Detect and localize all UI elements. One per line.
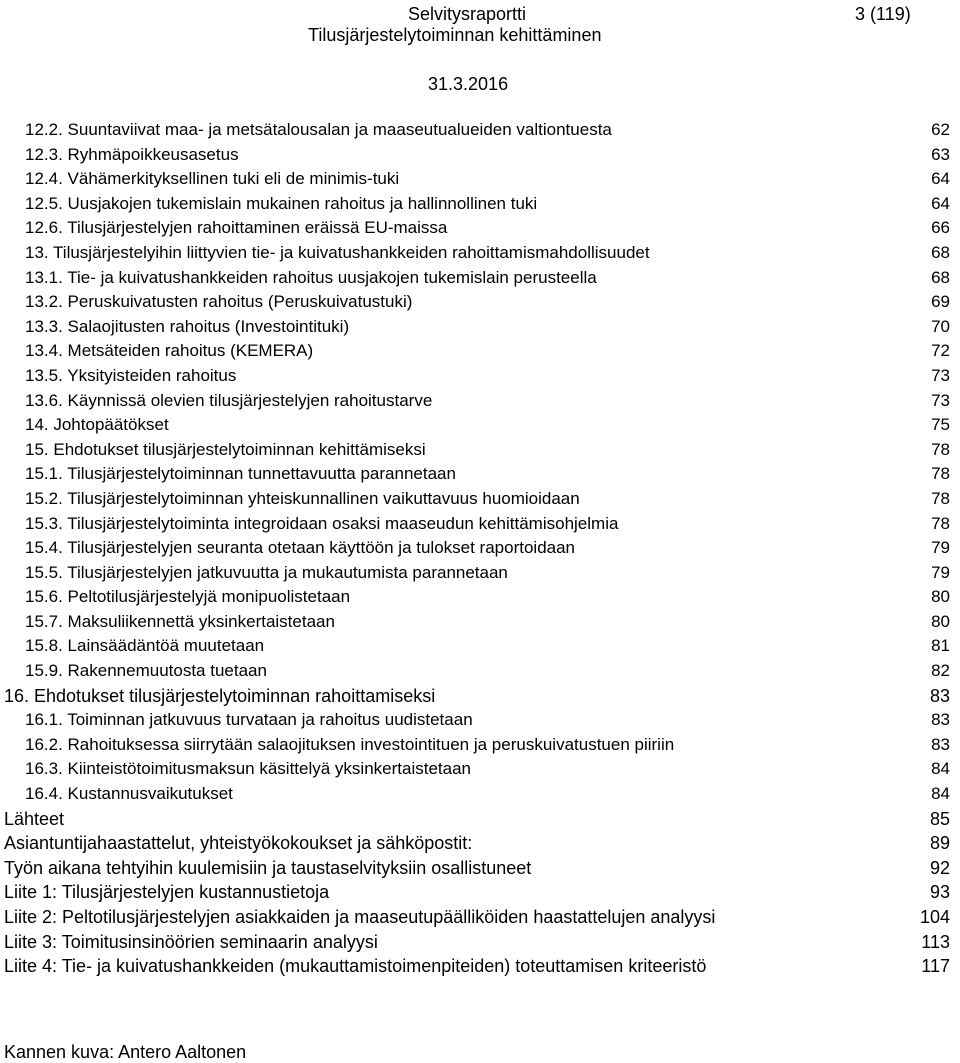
toc-entry-title: 13.3. Salaojitusten rahoitus (Investointituki) [25, 316, 350, 336]
toc-entry-page-number: 83 [929, 685, 950, 706]
toc-entry-page-number: 81 [931, 636, 950, 656]
toc-entry-page-number: 80 [931, 611, 950, 631]
toc-entry-page-number: 79 [931, 562, 950, 582]
toc-entry-title: 15.6. Peltotilusjärjestelyjä monipuolistetaan [25, 587, 351, 607]
toc-entry-title: Asiantuntijahaastattelut, yhteistyökokoukset ja sähköpostit: [4, 833, 473, 854]
toc-entry-title: 12.6. Tilusjärjestelyjen rahoittaminen eräissä EU-maissa [25, 218, 448, 238]
report-type-title: Selvitysraportti [408, 4, 527, 24]
toc-entry-title: 15.9. Rakennemuutosta tuetaan [25, 661, 267, 681]
toc-entry[interactable] [0, 782, 960, 807]
toc-entry-title: 15. Ehdotukset tilusjärjestelytoiminnan kehittämiseksi [25, 439, 426, 459]
toc-entry-page-number: 75 [931, 415, 950, 435]
toc-entry-page-number: 93 [929, 882, 950, 903]
table-of-contents [0, 118, 960, 979]
toc-entry-title: 12.3. Ryhmäpoikkeusasetus [25, 144, 239, 164]
toc-entry-page-number: 82 [931, 661, 950, 681]
toc-entry-page-number: 68 [931, 267, 950, 287]
toc-entry-page-number: 83 [931, 710, 950, 730]
toc-entry-page-number: 62 [931, 120, 950, 139]
toc-entry-page-number: 84 [931, 759, 950, 779]
toc-entry-page-number: 63 [931, 144, 950, 164]
toc-entry-page-number: 68 [931, 242, 950, 262]
toc-entry[interactable] [0, 684, 960, 709]
toc-entry-page-number: 113 [921, 931, 950, 952]
toc-entry[interactable] [0, 339, 960, 364]
toc-entry-title: 16.1. Toiminnan jatkuvuus turvataan ja rahoitus uudistetaan [25, 710, 473, 730]
toc-entry-page-number: 64 [931, 169, 950, 189]
toc-entry[interactable] [0, 807, 960, 832]
toc-entry[interactable] [0, 708, 960, 733]
toc-entry-page-number: 72 [931, 341, 950, 361]
toc-entry-page-number: 66 [931, 218, 950, 238]
toc-entry[interactable] [0, 438, 960, 463]
toc-entry[interactable] [0, 487, 960, 512]
toc-entry-title: 16.2. Rahoituksessa siirrytään salaojituksen investointituen ja peruskuivatustuen piiriin [25, 734, 675, 754]
toc-entry[interactable] [0, 389, 960, 414]
toc-entry[interactable] [0, 241, 960, 266]
toc-entry-title: 15.3. Tilusjärjestelytoiminta integroidaan osaksi maaseudun kehittämisohjelmia [25, 513, 619, 533]
toc-entry-title: 13.5. Yksityisteiden rahoitus [25, 365, 237, 385]
toc-entry[interactable] [0, 462, 960, 487]
toc-entry-page-number: 104 [919, 907, 950, 927]
toc-entry[interactable] [0, 266, 960, 291]
toc-entry[interactable] [0, 216, 960, 241]
toc-entry-title: 15.8. Lainsäädäntöä muutetaan [25, 636, 265, 656]
toc-entry[interactable] [0, 561, 960, 586]
toc-entry-title: 13.2. Peruskuivatusten rahoitus (Peruskuivatustuki) [25, 292, 413, 312]
toc-entry[interactable] [0, 290, 960, 315]
toc-entry[interactable] [0, 536, 960, 561]
toc-entry-page-number: 83 [931, 734, 950, 754]
toc-entry-page-number: 70 [931, 316, 950, 336]
toc-entry-title: 13. Tilusjärjestelyihin liittyvien tie- ja kuivatushankkeiden rahoittamismahdollisuudet [25, 242, 650, 262]
toc-entry-title: Liite 4: Tie- ja kuivatushankkeiden (mukauttamistoimenpiteiden) toteuttamisen kriteeristö [4, 956, 707, 977]
toc-entry-title: 14. Johtopäätökset [25, 415, 169, 435]
cover-photo-credit: Kannen kuva: Antero Aaltonen [4, 1042, 247, 1062]
toc-entry-title: 16.4. Kustannusvaikutukset [25, 784, 233, 804]
toc-entry[interactable] [0, 143, 960, 168]
toc-entry-title: Liite 2: Peltotilusjärjestelyjen asiakkaiden ja maaseutupäälliköiden haastattelujen analyysi [4, 907, 716, 927]
toc-entry[interactable] [0, 856, 960, 881]
toc-entry-title: Työn aikana tehtyihin kuulemisiin ja taustaselvityksiin osallistuneet [4, 857, 532, 878]
toc-entry-title: 15.5. Tilusjärjestelyjen jatkuvuutta ja mukautumista parannetaan [25, 562, 508, 582]
toc-entry[interactable] [0, 364, 960, 389]
toc-entry-page-number: 78 [931, 439, 950, 459]
toc-entry-title: 15.4. Tilusjärjestelyjen seuranta otetaan käyttöön ja tulokset raportoidaan [25, 538, 576, 558]
toc-entry[interactable] [0, 315, 960, 340]
toc-entry-title: 12.4. Vähämerkityksellinen tuki eli de minimis-tuki [25, 169, 400, 189]
toc-entry-page-number: 78 [931, 464, 950, 484]
toc-entry-title: Lähteet [4, 808, 65, 829]
toc-entry-page-number: 84 [931, 784, 950, 804]
toc-entry-title: 12.2. Suuntaviivat maa- ja metsätalousalan ja maaseutualueiden valtiontuesta [25, 120, 612, 139]
toc-entry-page-number: 78 [931, 513, 950, 533]
toc-entry[interactable] [0, 610, 960, 635]
toc-entry-page-number: 78 [931, 488, 950, 508]
toc-entry-page-number: 69 [931, 292, 950, 312]
toc-entry[interactable] [0, 733, 960, 758]
toc-entry[interactable] [0, 757, 960, 782]
toc-entry[interactable] [0, 659, 960, 684]
toc-entry-title: 15.7. Maksuliikennettä yksinkertaistetaan [25, 611, 335, 631]
toc-entry[interactable] [0, 192, 960, 217]
toc-entry-title: 16.3. Kiinteistötoimitusmaksun käsittelyä yksinkertaistetaan [25, 759, 471, 779]
toc-entry-page-number: 92 [929, 857, 950, 878]
toc-entry[interactable] [0, 118, 960, 143]
toc-entry[interactable] [0, 634, 960, 659]
toc-entry-page-number: 64 [931, 193, 950, 213]
toc-entry-title: 15.2. Tilusjärjestelytoiminnan yhteiskunnallinen vaikuttavuus huomioidaan [25, 488, 580, 508]
toc-entry-page-number: 73 [931, 390, 950, 410]
toc-entry-title: Liite 3: Toimitusinsinöörien seminaarin analyysi [4, 931, 378, 952]
report-date: 31.3.2016 [428, 74, 509, 94]
toc-entry-title: 16. Ehdotukset tilusjärjestelytoiminnan rahoittamiseksi [4, 685, 436, 706]
toc-entry-title: 12.5. Uusjakojen tukemislain mukainen rahoitus ja hallinnollinen tuki [25, 193, 538, 213]
report-subtitle: Tilusjärjestelytoiminnan kehittäminen [308, 25, 602, 45]
toc-entry-page-number: 117 [921, 956, 950, 977]
toc-entry[interactable] [0, 954, 960, 979]
page-indicator: 3 (119) [855, 4, 911, 24]
toc-entry[interactable] [0, 413, 960, 438]
toc-entry[interactable] [0, 831, 960, 856]
toc-entry-page-number: 85 [929, 808, 950, 829]
toc-entry-page-number: 80 [931, 587, 950, 607]
toc-entry-title: 13.6. Käynnissä olevien tilusjärjestelyjen rahoitustarve [25, 390, 433, 410]
toc-entry[interactable] [0, 167, 960, 192]
toc-entry-page-number: 79 [931, 538, 950, 558]
toc-entry-title: 15.1. Tilusjärjestelytoiminnan tunnettavuutta parannetaan [25, 464, 456, 484]
toc-entry[interactable] [0, 930, 960, 955]
toc-entry[interactable] [0, 905, 960, 930]
toc-entry[interactable] [0, 880, 960, 905]
toc-entry-page-number: 73 [931, 365, 950, 385]
toc-entry-title: 13.4. Metsäteiden rahoitus (KEMERA) [25, 341, 314, 361]
toc-entry-title: 13.1. Tie- ja kuivatushankkeiden rahoitus uusjakojen tukemislain perusteella [25, 267, 597, 287]
toc-entry[interactable] [0, 512, 960, 537]
toc-entry[interactable] [0, 585, 960, 610]
toc-entry-page-number: 89 [929, 833, 950, 854]
toc-entry-title: Liite 1: Tilusjärjestelyjen kustannustietoja [4, 882, 330, 903]
